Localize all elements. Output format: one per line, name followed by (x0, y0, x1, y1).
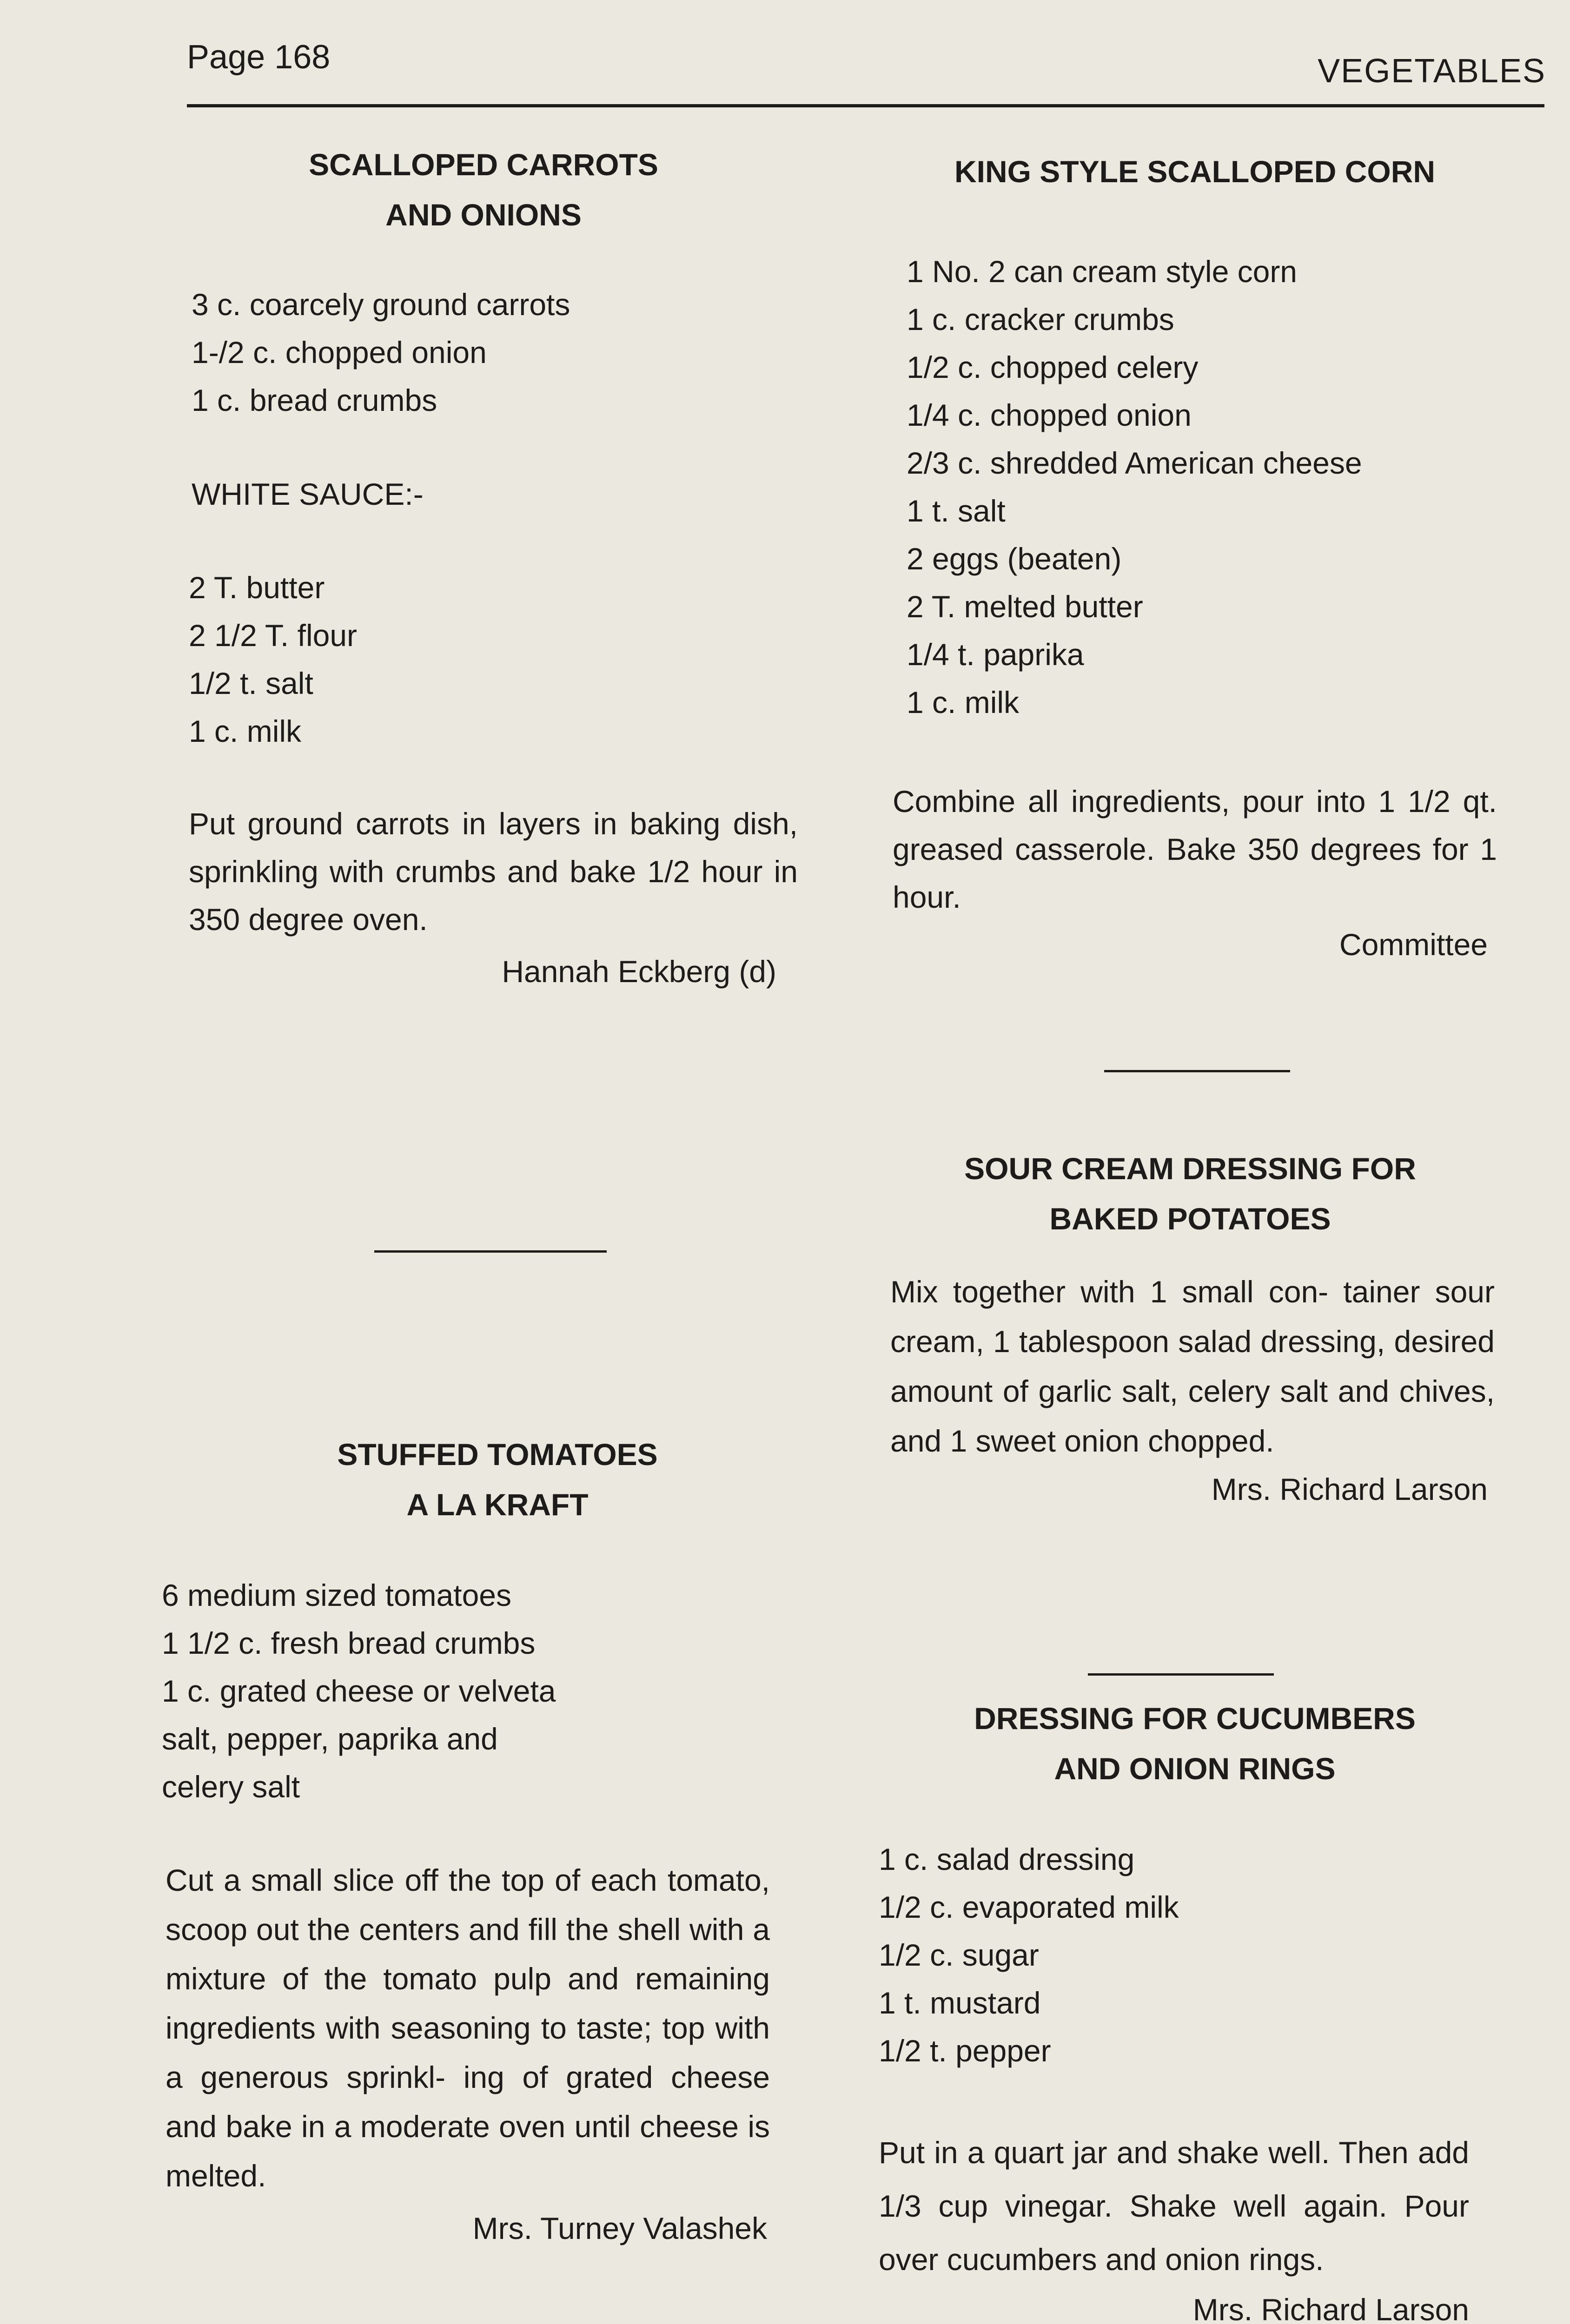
section-title: VEGETABLES (1318, 53, 1546, 90)
ingredient: 1 c. bread crumbs (192, 383, 437, 417)
ingredient: 2 1/2 T. flour (189, 618, 358, 653)
sauce-ingredient-list (189, 564, 809, 755)
section-divider (1104, 1070, 1290, 1072)
header-rule (187, 104, 1544, 107)
recipe-title: STUFFED TOMATOES A LA KRAFT (337, 1437, 658, 1522)
recipe-directions: Combine all ingredients, pour into 1 1/2 qt. greased casserole. Bake 350 degrees for 1 hour. (893, 784, 1497, 914)
recipe-scalloped-carrots (158, 139, 809, 995)
ingredient: 6 medium sized tomatoes (162, 1578, 512, 1612)
ingredient: 1 t. mustard (879, 1986, 1041, 2020)
ingredient: 1 t. salt (907, 494, 1006, 528)
recipe-author: Mrs. Turney Valashek (472, 2211, 767, 2245)
recipe-cucumber-dressing (879, 1693, 1502, 2324)
ingredient: 2 eggs (beaten) (907, 541, 1122, 576)
recipe-author: Mrs. Richard Larson (1192, 2292, 1469, 2324)
section-divider (374, 1250, 607, 1253)
recipe-title: SOUR CREAM DRESSING FOR BAKED POTATOES (964, 1151, 1416, 1236)
recipe-title: DRESSING FOR CUCUMBERS AND ONION RINGS (974, 1701, 1416, 1786)
ingredient: 2 T. butter (189, 570, 325, 605)
recipe-directions: Cut a small slice off the top of each tomato, scoop out the centers and fill the shell with a mixture of the tomato pulp and remaining ingredients with seasoning to taste; top with a generous sprinkl- ing of grated cheese and bake in a moderate oven until cheese is melted. (166, 1863, 770, 2193)
ingredient: 1/2 t. salt (189, 666, 313, 700)
ingredient: 1/2 t. pepper (879, 2034, 1051, 2068)
recipe-directions: Put ground carrots in layers in baking dish, sprinkling with crumbs and bake 1/2 hour in 350 degree oven. (189, 806, 798, 937)
ingredient: 1 No. 2 can cream style corn (907, 254, 1298, 289)
ingredient: 1 c. milk (189, 714, 302, 748)
page-number: Page 168 (187, 39, 331, 76)
recipe-king-style-corn (879, 146, 1502, 968)
ingredient: 1/4 t. paprika (907, 637, 1084, 672)
ingredient-list (162, 1571, 809, 1811)
ingredient: 3 c. coarcely ground carrots (192, 287, 570, 322)
ingredient: 1 c. salad dressing (879, 1842, 1135, 1876)
ingredient: 1/4 c. chopped onion (907, 398, 1192, 432)
ingredient: 2/3 c. shredded American cheese (907, 446, 1362, 480)
ingredient: 1/2 c. sugar (879, 1938, 1039, 1972)
ingredient: 1/2 c. evaporated milk (879, 1890, 1179, 1924)
ingredient: 1 c. grated cheese or velveta (162, 1674, 556, 1708)
recipe-sour-cream-dressing (879, 1143, 1502, 1512)
recipe-stuffed-tomatoes (158, 1429, 809, 2251)
recipe-directions: Put in a quart jar and shake well. Then add 1/3 cup vinegar. Shake well again. Pour over cucumbers and onion rings. (879, 2135, 1469, 2277)
sauce-heading: WHITE SAUCE:- (192, 477, 424, 511)
recipe-author: Hannah Eckberg (d) (502, 954, 776, 989)
recipe-author: Mrs. Richard Larson (1211, 1472, 1488, 1506)
recipe-directions: Mix together with 1 small con- tainer sour cream, 1 tablespoon salad dressing, desired amount of garlic salt, celery salt and chives, and 1 sweet onion chopped. (890, 1274, 1495, 1458)
section-divider (1088, 1673, 1274, 1676)
recipe-author: Committee (1339, 927, 1488, 962)
ingredient: salt, pepper, paprika and (162, 1722, 498, 1756)
ingredient: celery salt (162, 1769, 300, 1804)
recipe-title: SCALLOPED CARROTS AND ONIONS (309, 147, 658, 232)
ingredient: 1-/2 c. chopped onion (192, 335, 487, 370)
ingredient: 1 1/2 c. fresh bread crumbs (162, 1626, 536, 1660)
ingredient: 1/2 c. chopped celery (907, 350, 1199, 384)
recipe-title: KING STYLE SCALLOPED CORN (954, 154, 1436, 189)
ingredient: 1 c. cracker crumbs (907, 302, 1174, 337)
ingredient-list (879, 1835, 1502, 2075)
ingredient: 1 c. milk (907, 685, 1020, 720)
ingredient-list (192, 281, 809, 424)
ingredient-list (907, 248, 1502, 726)
ingredient: 2 T. melted butter (907, 589, 1143, 624)
